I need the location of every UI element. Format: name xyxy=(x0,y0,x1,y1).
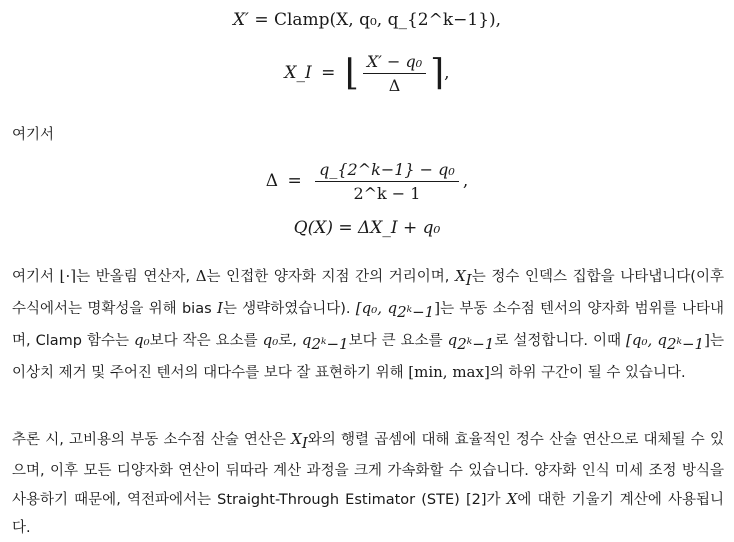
equation-q xyxy=(0,218,734,238)
eq3-lhs: Δ xyxy=(265,171,279,191)
equation-delta: Δ = $\frac{\text{q\_\{2\textasciicircum{}k−1\} − q₀}}{2\^{}k - 1}$ , xyxy=(265,160,469,203)
eq2-numerator: X′ − q₀ xyxy=(363,52,426,74)
eq3-denominator: 2^k − 1 xyxy=(353,184,421,203)
intro-word: 여기서 xyxy=(12,127,55,143)
eq3-numerator: q_{2^k−1} − q₀ xyxy=(315,160,459,182)
equation-xi: X_I = ⌊ $\frac{\text{X′ − q₀}}{\Delta}$ ⌉, xyxy=(284,52,450,95)
delta-symbol: Δ xyxy=(195,267,207,285)
paragraph-inference: 추론 시, 고비용의 부동 소수점 산술 연산은 $X_I$와의 행렬 곱셈에 대해 효율적인 정수 산술 연산으로 대체될 수 있으며, 이후 모든 디양자화 연산이 뒤따라 계산 과정을 크게 가속화할 수 있습니다. 양자화 인식 미세 조정 방식을 사용하기 때문에, 역전파에서는 Straight-Through Estimator (STE) [2]가 X에 대한 기울기 계산에 사용됩니다. xyxy=(12,430,724,536)
floor-operator: ⌊·⌉ xyxy=(59,267,77,285)
eq2-lhs: X_I xyxy=(284,63,312,83)
eq1-lhs: X′ xyxy=(232,10,249,30)
eq1-rhs: = Clamp(X, q₀, q_{2^k−1}), xyxy=(254,10,502,30)
paragraph-definitions: 여기서 ⌊·⌉는 반올림 연산자, Δ는 인접한 양자화 지점 간의 거리이며, $X_I$는 정수 인덱스 집합을 나타냅니다(이후 수식에서는 명확성을 위해 bias I는 생략하였습니다). [q₀, $q_{2ᵏ-1}$]는 부동 소수점 텐서의 양자화 범위를 나타내며, Clamp 함수는 q₀보다 작은 요소를 q₀로, $q_{2ᵏ-1}$보다 큰 요소를 $q_{2ᵏ-1}$로 설정합니다. 이때 [q₀, $q_{2ᵏ-1}$]는 이상치 제거 및 주어진 텐서의 대다수를 보다 잘 표현하기 위해 [min, max]의 하위 구간이 될 수 있습니다. xyxy=(12,267,724,381)
equation-clamp xyxy=(0,10,734,30)
eq2-denominator: Δ xyxy=(388,76,401,95)
eq2-fraction xyxy=(363,52,426,95)
eq3-fraction xyxy=(315,160,459,203)
eq4: Q(X) = ΔX_I + q₀ xyxy=(293,218,441,238)
